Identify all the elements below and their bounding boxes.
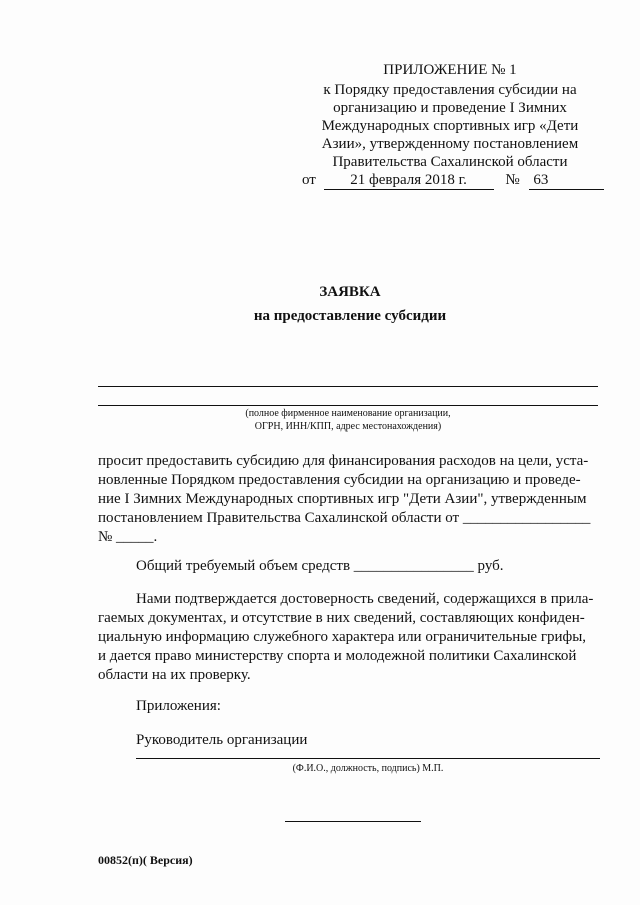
number-label: № — [505, 172, 520, 188]
request-text: просит предоставить субсидию для финансирования расходов на цели, уста- — [98, 453, 589, 469]
confirm-text: циальную информацию служебного характера или ограничительные грифы, — [98, 629, 587, 645]
org-caption-line: (полное фирменное наименование организации, — [245, 408, 451, 419]
request-text: ние I Зимних Международных спортивных игр "Дети Азии", утвержденным — [98, 491, 587, 507]
appendix-title: ПРИЛОЖЕНИЕ № 1 — [383, 62, 517, 78]
appendix-line: Правительства Сахалинской области — [332, 154, 568, 170]
confirm-text: и дается право министерству спорта и молодежной политики Сахалинской — [98, 648, 577, 664]
confirm-text: гаемых документах, и отсутствие в них сведений, составляющих конфиден- — [98, 610, 585, 626]
appendix-line: организацию и проведение I Зимних — [333, 100, 567, 116]
document-code: 00852(п)( Версия) — [98, 853, 193, 867]
appendix-date-row — [302, 171, 604, 190]
document-subtitle: на предоставление субсидии — [253, 308, 447, 324]
appendix-line: Международных спортивных игр «Дети — [321, 118, 579, 134]
request-text: постановлением Правительства Сахалинской области от _________________ — [98, 510, 591, 526]
request-text: № _____. — [98, 529, 158, 545]
signature-caption: (Ф.И.О., должность, подпись) М.П. — [292, 763, 444, 774]
org-caption-line: ОГРН, ИНН/КПП, адрес местонахождения) — [254, 421, 442, 432]
appendix-date: 21 февраля 2018 г. — [324, 172, 494, 190]
attachments-label: Приложения: — [136, 698, 221, 714]
from-label: от — [302, 172, 316, 188]
confirm-text: области на их проверку. — [98, 667, 251, 683]
divider-line — [285, 821, 421, 822]
appendix-line: Азии», утвержденному постановлением — [321, 136, 579, 152]
org-name-line — [98, 405, 598, 406]
total-amount-text: Общий требуемый объем средств ________________ руб. — [136, 558, 504, 574]
appendix-line: к Порядку предоставления субсидии на — [323, 82, 577, 98]
head-of-org-label: Руководитель организации — [136, 732, 308, 748]
org-name-line — [98, 386, 598, 387]
confirm-text: Нами подтверждается достоверность сведений, содержащихся в прила- — [136, 591, 594, 607]
appendix-number: 63 — [529, 172, 604, 190]
document-title: ЗАЯВКА — [319, 284, 381, 300]
signature-line — [136, 758, 600, 759]
request-text: новленные Порядком предоставления субсидии на организацию и проведе- — [98, 472, 581, 488]
